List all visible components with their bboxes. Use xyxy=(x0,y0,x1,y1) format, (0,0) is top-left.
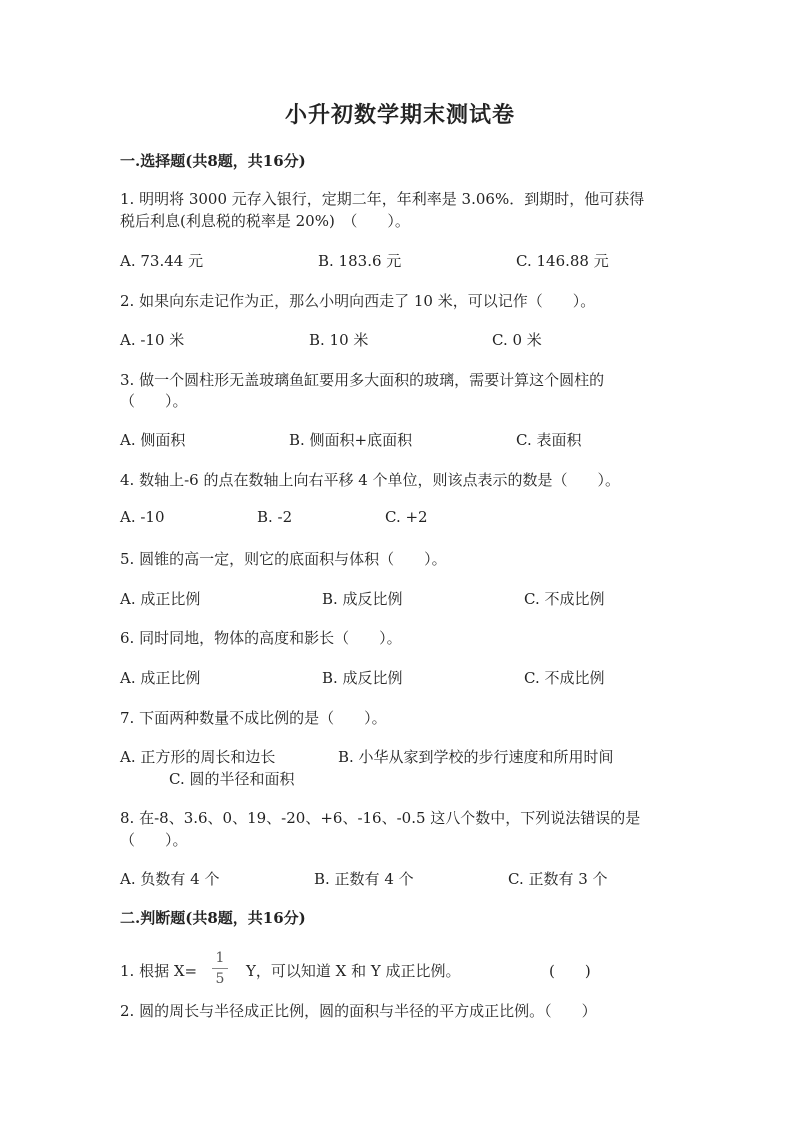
option-b: B. 183.6 元 xyxy=(318,252,402,270)
question-text: （ ）。 xyxy=(120,392,188,410)
option-a: A. 正方形的周长和边长 xyxy=(120,748,276,766)
option-a: A. 成正比例 xyxy=(120,669,201,687)
question-text: 1. 明明将 3000 元存入银行，定期二年，年利率是 3.06%．到期时，他可获得 xyxy=(120,190,645,208)
section-heading: 一.选择题(共8题，共16分) xyxy=(120,152,306,170)
fraction xyxy=(212,950,228,987)
question-text: 1. 根据 X= xyxy=(120,962,198,980)
option-b: B. 侧面积+底面积 xyxy=(289,431,413,449)
question-text: Y，可以知道 X 和 Y 成正比例。 xyxy=(246,962,461,980)
option-b: B. 成反比例 xyxy=(322,590,403,608)
question-text: （ ）。 xyxy=(120,831,188,849)
question-text: 税后利息(利息税的税率是 20%) （ ）。 xyxy=(120,212,410,230)
option-b: B. 小华从家到学校的步行速度和所用时间 xyxy=(338,748,614,766)
question-text: 4. 数轴上-6 的点在数轴上向右平移 4 个单位，则该点表示的数是（ ）。 xyxy=(120,471,621,489)
option-a: A. 负数有 4 个 xyxy=(120,870,220,888)
option-c: C. 不成比例 xyxy=(524,669,605,687)
option-a: A. 侧面积 xyxy=(120,431,186,449)
question-text: 2. 圆的周长与半径成正比例，圆的面积与半径的平方成正比例。（ ） xyxy=(120,1002,597,1020)
question-text: 6. 同时同地，物体的高度和影长（ ）。 xyxy=(120,629,402,647)
page-title: 小升初数学期末测试卷 xyxy=(284,102,515,128)
option-c: C. 0 米 xyxy=(492,331,542,349)
question-text: 7. 下面两种数量不成比例的是（ ）。 xyxy=(120,709,387,727)
option-a: A. 73.44 元 xyxy=(120,252,204,270)
option-b: B. -2 xyxy=(257,508,293,526)
option-a: A. -10 xyxy=(120,508,165,526)
option-c: C. 146.88 元 xyxy=(516,252,609,270)
question-text: 3. 做一个圆柱形无盖玻璃鱼缸要用多大面积的玻璃，需要计算这个圆柱的 xyxy=(120,371,605,389)
section-heading: 二.判断题(共8题，共16分) xyxy=(120,909,306,927)
option-b: B. 成反比例 xyxy=(322,669,403,687)
option-a: A. -10 米 xyxy=(120,331,185,349)
fraction-numerator: 1 xyxy=(215,950,225,966)
option-c: C. 表面积 xyxy=(516,431,582,449)
answer-paren: ( ) xyxy=(549,962,591,980)
question-text: 2. 如果向东走记作为正，那么小明向西走了 10 米，可以记作（ ）。 xyxy=(120,292,596,310)
option-c: C. +2 xyxy=(385,508,428,526)
fraction-denominator: 5 xyxy=(215,971,225,987)
question-text: 8. 在-8、3.6、0、19、-20、+6、-16、-0.5 这八个数中，下列说法错误的是 xyxy=(120,809,641,827)
question-text: 5. 圆锥的高一定，则它的底面积与体积（ ）。 xyxy=(120,550,447,568)
option-c: C. 正数有 3 个 xyxy=(508,870,608,888)
option-b: B. 10 米 xyxy=(309,331,369,349)
option-c: C. 圆的半径和面积 xyxy=(169,770,295,788)
option-c: C. 不成比例 xyxy=(524,590,605,608)
option-a: A. 成正比例 xyxy=(120,590,201,608)
option-b: B. 正数有 4 个 xyxy=(314,870,414,888)
fraction-bar xyxy=(212,968,228,969)
